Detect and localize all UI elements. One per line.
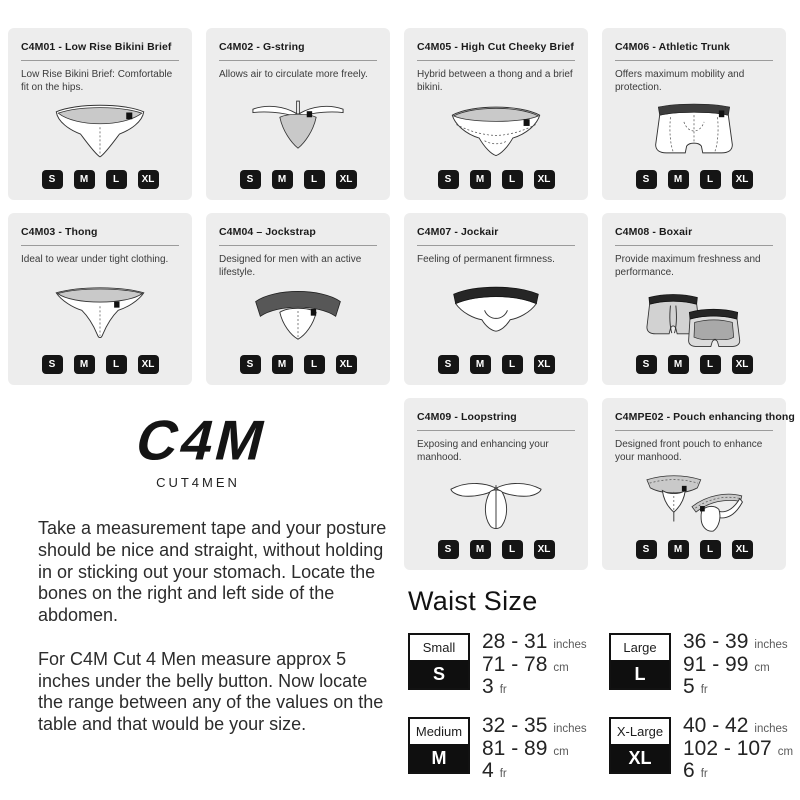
size-badge-s: S (438, 355, 459, 374)
fr-value: 5 (683, 675, 695, 699)
fr-unit: fr (499, 684, 507, 697)
logo-text: C4M (129, 414, 275, 472)
fr-value: 6 (683, 759, 695, 783)
product-card-c4m08 (602, 213, 786, 385)
high-cut-cheeky-brief-illustration (417, 94, 575, 170)
size-badge-l: L (106, 355, 127, 374)
size-letter: M (410, 744, 468, 772)
cm-unit: cm (553, 745, 569, 758)
cm-unit: cm (553, 661, 569, 674)
size-letter: XL (611, 744, 669, 772)
size-badge-l: L (304, 170, 325, 189)
fr-value: 4 (482, 759, 494, 783)
product-card-c4m05 (404, 28, 588, 200)
size-measurements (683, 715, 793, 783)
size-badge-xl: XL (732, 540, 753, 559)
size-badges (417, 170, 575, 191)
inches-value: 32 - 35 (482, 714, 548, 738)
jockstrap-illustration (219, 279, 377, 355)
product-title: C4M09 - Loopstring (417, 411, 517, 423)
product-description: Offers maximum mobility and protection. (615, 69, 745, 93)
size-label: X-Large (616, 724, 664, 740)
size-badge-m: M (74, 170, 95, 189)
cm-value: 91 - 99 (683, 652, 749, 676)
product-title: C4M07 - Jockair (417, 226, 499, 238)
size-badge-m: M (272, 170, 293, 189)
athletic-trunk-illustration (615, 94, 773, 170)
product-description: Hybrid between a thong and a brief bikini. (417, 69, 573, 93)
product-card-c4mpe02 (602, 398, 795, 570)
inches-unit: inches (553, 723, 587, 736)
size-badge-m: M (470, 540, 491, 559)
waist-size-section (408, 586, 794, 783)
size-badge-m: M (272, 355, 293, 374)
size-measurements (683, 631, 788, 699)
size-badge-l: L (700, 355, 721, 374)
divider (21, 60, 179, 61)
fr-value: 3 (482, 675, 494, 699)
logo-subtext: CUT4MEN (156, 475, 240, 490)
size-badge-xl: XL (732, 355, 753, 374)
size-badge-m: M (470, 170, 491, 189)
product-description: Allows air to circulate more freely. (219, 69, 368, 80)
thong-illustration (21, 266, 179, 355)
boxair-illustration (615, 279, 773, 355)
cm-unit: cm (754, 661, 770, 674)
product-card-c4m09 (404, 398, 588, 570)
size-badge-l: L (700, 540, 721, 559)
size-badge-m: M (668, 355, 689, 374)
size-box (609, 717, 671, 774)
size-badge-l: L (502, 170, 523, 189)
size-badges (21, 355, 179, 376)
size-badge-s: S (42, 170, 63, 189)
product-title: C4M02 - G-string (219, 41, 305, 53)
size-label: Large (623, 640, 657, 655)
size-badge-s: S (636, 170, 657, 189)
inches-value: 28 - 31 (482, 630, 548, 653)
pouch-enhancing-thong-illustration (615, 464, 773, 540)
product-title: C4M01 - Low Rise Bikini Brief (21, 41, 172, 53)
product-description: Designed front pouch to enhance your manhood. (615, 439, 763, 463)
size-letter: S (410, 660, 468, 688)
divider (417, 60, 575, 61)
product-card-c4m01 (8, 28, 192, 200)
size-badge-m: M (668, 540, 689, 559)
size-badge-l: L (304, 355, 325, 374)
size-badges (615, 355, 773, 376)
cm-unit: cm (777, 745, 794, 758)
product-card-c4m07 (404, 213, 588, 385)
divider (615, 60, 773, 61)
card-row-2 (8, 213, 786, 385)
size-badge-s: S (636, 355, 657, 374)
product-title: C4MPE02 - Pouch enhancing thong (615, 411, 795, 423)
cm-value: 81 - 89 (482, 736, 548, 760)
size-entry-medium (408, 714, 593, 783)
size-badge-xl: XL (534, 540, 555, 559)
size-label: Medium (415, 724, 463, 740)
fr-unit: fr (700, 768, 708, 781)
size-label: Small (422, 640, 456, 655)
size-badges (615, 540, 773, 561)
size-badge-s: S (240, 170, 261, 189)
divider (615, 430, 773, 431)
size-box (408, 717, 470, 774)
product-title: C4M05 - High Cut Cheeky Brief (417, 41, 574, 53)
size-badges (417, 540, 575, 561)
brand-logo (30, 414, 366, 490)
divider (417, 430, 575, 431)
size-letter: L (611, 660, 669, 688)
g-string-illustration (219, 81, 377, 170)
card-row-1 (8, 28, 786, 200)
size-entry-xlarge (609, 714, 794, 783)
size-badge-xl: XL (534, 355, 555, 374)
product-card-c4m04 (206, 213, 390, 385)
size-badges (417, 355, 575, 376)
size-box (609, 633, 671, 690)
divider (21, 245, 179, 246)
size-badge-s: S (438, 170, 459, 189)
size-badge-s: S (438, 540, 459, 559)
size-badge-l: L (106, 170, 127, 189)
size-badge-s: S (42, 355, 63, 374)
product-description: Low Rise Bikini Brief: Comfortable fit on the hips. (21, 69, 173, 93)
product-description: Designed for men with an active lifestyle. (219, 254, 362, 278)
cm-value: 102 - 107 (683, 736, 772, 760)
size-box (408, 633, 470, 690)
divider (615, 245, 773, 246)
divider (417, 245, 575, 246)
size-badges (219, 170, 377, 191)
size-badges (615, 170, 773, 191)
size-measurements (482, 715, 587, 783)
product-title: C4M06 - Athletic Trunk (615, 41, 730, 53)
jockair-illustration (417, 266, 575, 355)
fr-unit: fr (700, 684, 708, 697)
size-badge-m: M (74, 355, 95, 374)
inches-unit: inches (754, 639, 788, 651)
size-badges (21, 170, 179, 191)
size-entry-small (408, 630, 593, 699)
low-rise-bikini-brief-illustration (21, 94, 179, 170)
measuring-instructions (38, 518, 390, 758)
product-card-c4m03 (8, 213, 192, 385)
product-title: C4M03 - Thong (21, 226, 98, 238)
product-title: C4M04 – Jockstrap (219, 226, 316, 238)
product-description: Ideal to wear under tight clothing. (21, 254, 169, 265)
product-description: Exposing and enhancing your manhood. (417, 439, 549, 463)
product-title: C4M08 - Boxair (615, 226, 693, 238)
size-badges (219, 355, 377, 376)
size-badge-xl: XL (336, 355, 357, 374)
fr-unit: fr (499, 768, 507, 781)
size-measurements (482, 631, 587, 699)
size-badge-xl: XL (138, 355, 159, 374)
product-card-c4m02 (206, 28, 390, 200)
size-badge-xl: XL (732, 170, 753, 189)
product-description: Provide maximum freshness and performance. (615, 254, 761, 278)
c4m-logo-icon (78, 414, 318, 472)
loopstring-illustration (417, 464, 575, 540)
card-row-3 (404, 398, 795, 570)
waist-size-grid (408, 630, 794, 783)
size-badge-l: L (502, 540, 523, 559)
divider (219, 60, 377, 61)
size-badge-xl: XL (534, 170, 555, 189)
size-entry-large (609, 630, 794, 699)
inches-value: 40 - 42 (683, 714, 749, 738)
waist-size-title: Waist Size (408, 586, 538, 616)
size-badge-xl: XL (336, 170, 357, 189)
instructions-paragraph-1: Take a measurement tape and your posture should be nice and straight, without holding in or sticking out your stomach. Locate the bones on the right and left side of the abdomen. (38, 518, 387, 626)
size-badge-m: M (668, 170, 689, 189)
cm-value: 71 - 78 (482, 652, 548, 676)
inches-value: 36 - 39 (683, 630, 749, 653)
size-badge-s: S (240, 355, 261, 374)
size-badge-m: M (470, 355, 491, 374)
inches-unit: inches (754, 723, 788, 736)
product-description: Feeling of permanent firmness. (417, 254, 555, 265)
size-badge-xl: XL (138, 170, 159, 189)
divider (219, 245, 377, 246)
size-badge-l: L (700, 170, 721, 189)
size-badge-s: S (636, 540, 657, 559)
product-card-c4m06 (602, 28, 786, 200)
inches-unit: inches (553, 639, 587, 651)
instructions-paragraph-2: For C4M Cut 4 Men measure approx 5 inches under the belly button. Now locate the range between any of the values on the table and that would be your size. (38, 648, 384, 735)
size-badge-l: L (502, 355, 523, 374)
